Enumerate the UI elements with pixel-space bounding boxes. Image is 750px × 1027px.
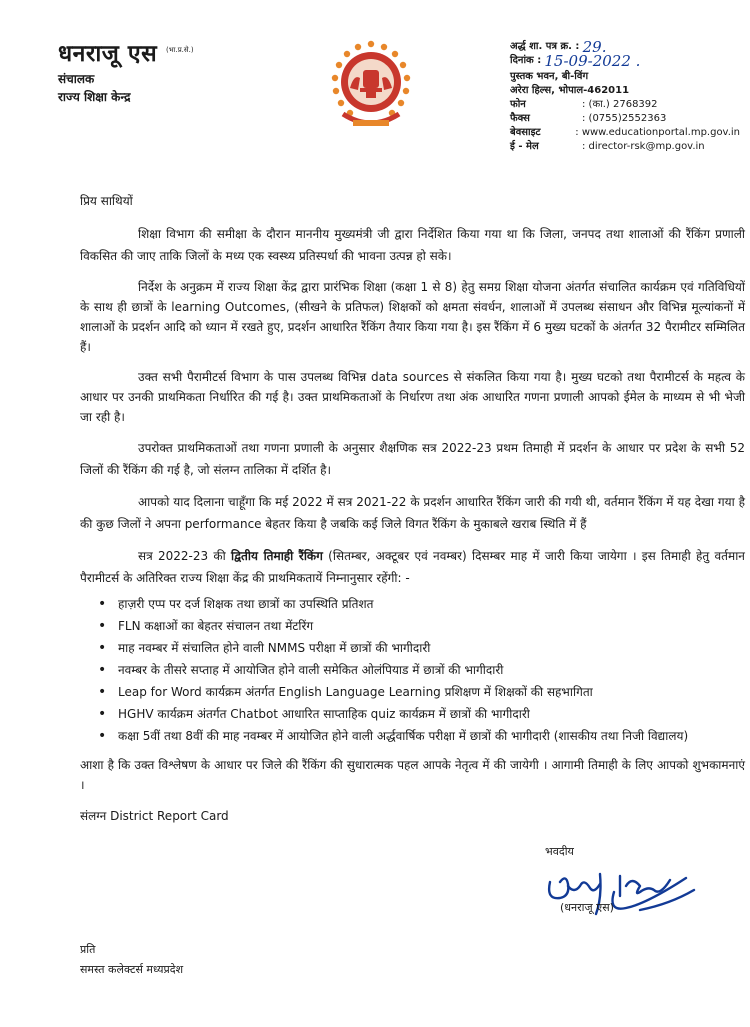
paragraph-5: आपको याद दिलाना चाहूँगा कि मई 2022 में सत्र 2021-22 के प्रदर्शन आधारित रैंकिंग जारी की गयी थी, वर्तमान रैंकिंग में यह देखा गया है की कुछ जिलों ने अपना performance बेहतर किया है जबकि कई जिले विगत रैंकिंग के मुकाबले खराब स्थिति में हैं — [80, 495, 745, 531]
website-link[interactable]: : www.educationportal.mp.gov.in — [575, 127, 740, 138]
paragraph-4: उपरोक्त प्राथमिकताओं तथा गणना प्रणाली के अनुसार शैक्षणिक सत्र 2022-23 प्रथम तिमाही में प्रदर्शन के आधार पर प्रदेश के सभी 52 जिलों की रैंकिंग की गई है, जो संलग्न तालिका में दर्शित है। — [80, 441, 745, 477]
paragraph-6 — [80, 545, 745, 589]
email-link[interactable]: : director-rsk@mp.gov.in — [582, 141, 705, 152]
list-item: • माह नवम्बर में संचालित होने वाली NMMS परीक्षा में छात्रों की भागीदारी — [118, 637, 745, 659]
letter-number-label: अर्द्ध शा. पत्र क्र. : — [510, 41, 580, 52]
phone-label: फोन — [510, 99, 526, 110]
paragraph-3: उक्त सभी पैरामीटर्स विभाग के पास उपलब्ध विभिन्न data sources से संकलित किया गया है। मुख्य घटको तथा पैरामीटर्स के महत्व के आधार पर उनकी प्राथमिकता निर्धारित की गई है। उक्त प्राथमिकताओं के निर्धारण तथा अंक आधारित गणना प्रणाली आपको ईमेल के माध्यम से भी भेजी जा रही है। — [80, 370, 745, 424]
salutation: प्रिय साथियों — [80, 194, 133, 208]
paragraph-1: शिक्षा विभाग की समीक्षा के दौरान माननीय मुख्यमंत्री जी द्वारा निर्देशित किया गया था कि जिला, जनपद तथा शालाओं की रैंकिंग प्रणाली विकसित की जाए ताकि जिलों के मध्य एक स्वस्थ्य प्रतिस्पर्धा की भावना उत्पन्न हो सके। — [80, 227, 745, 263]
signatory-name: (धनराजू एस) — [560, 901, 614, 914]
valediction: भवदीय — [545, 845, 574, 858]
letter-number-value: 29. — [582, 38, 607, 56]
list-item: • FLN कक्षाओं का बेहतर संचालन तथा मेंटरिंग — [118, 615, 745, 637]
list-item: • कक्षा 5वीं तथा 8वीं की माह नवम्बर में आयोजित होने वाली अर्द्धवार्षिक परीक्षा में छात्रों की भागीदारी (शासकीय तथा निजी विद्यालय) — [118, 725, 745, 747]
letter-body — [80, 192, 745, 824]
date-label: दिनांक : — [510, 55, 542, 66]
list-item: • Leap for Word कार्यक्रम अंतर्गत English Language Learning प्रशिक्षण में शिक्षकों की सहभागिता — [118, 681, 745, 703]
second-quarter-ranking-heading: द्वितीय तिमाही रैंकिंग — [231, 549, 323, 563]
addressee-label: प्रति — [80, 943, 96, 956]
handwritten-signature-icon — [540, 852, 700, 932]
priority-list — [80, 593, 745, 747]
sender-service-abbr: (भा.प्र.से.) — [166, 46, 194, 54]
list-item: • नवम्बर के तीसरे सप्ताह में आयोजित होने वाली समेकित ओलंपियाड में छात्रों की भागीदारी — [118, 659, 745, 681]
reference-block — [510, 40, 740, 154]
sender-name: धनराजू एस — [58, 41, 158, 67]
closing-paragraph: आशा है कि उक्त विश्लेषण के आधार पर जिले की रैंकिंग की सुधारात्मक पहल आपके नेतृत्व में की जायेगी । आगामी तिमाही के लिए आपको शुभकामनाएं । — [80, 758, 745, 792]
sender-post: संचालक — [58, 72, 95, 86]
website-label: बेवसाइट — [510, 127, 541, 138]
list-item: • HGHV कार्यक्रम अंतर्गत Chatbot आधारित साप्ताहिक quiz कार्यक्रम में छात्रों की भागीदारी — [118, 703, 745, 725]
list-item: • हाज़री एप्प पर दर्ज शिक्षक तथा छात्रों का उपस्थिति प्रतिशत — [118, 593, 745, 615]
addressee-recipient: समस्त कलेक्टर्स मध्यप्रदेश — [80, 963, 184, 976]
enclosure-note: संलग्न District Report Card — [80, 809, 229, 823]
fax-value: : (0755)2552363 — [582, 113, 667, 124]
address-line-1: पुस्तक भवन, बी-विंग — [510, 71, 589, 82]
paragraph-6-intro: सत्र 2022-23 की — [138, 549, 232, 563]
paragraph-2: निर्देश के अनुक्रम में राज्य शिक्षा केंद्र द्वारा प्रारंभिक शिक्षा (कक्षा 1 से 8) हेतु समग्र शिक्षा योजना अंतर्गत संचालित कार्यक्रम एवं गतिविधियों के साथ ही छात्रों के learning Outcomes, (सीखने के प्रतिफल) शिक्षकों को क्षमता संवर्धन, शालाओं में उपलब्ध संसाधन और विभिन्न मूल्यांकनों में शालाओं के प्रदर्शन आदि को ध्यान में रखते हुए, प्रदर्शन आधारित रैंकिंग तैयार किया गया है। इस रैंकिंग में 6 मुख्य घटकों के अंतर्गत 32 पैरामीटर सम्मिलित हैं। — [80, 280, 745, 354]
sender-organisation: राज्य शिक्षा केन्द्र — [58, 90, 131, 104]
paragraph-6-rest: (सितम्बर, अक्टूबर एवं नवम्बर) दिसम्बर माह में जारी किया जायेगा । इस तिमाही हेतु वर्तमान पैरामीटर्स के अतिरिक्त राज्य शिक्षा केंद्र की प्राथमिकतायें निम्नानुसार रहेंगी: - — [80, 549, 745, 585]
address-line-2: अरेरा हिल्स, भोपाल-462011 — [510, 85, 630, 96]
phone-value: : (का.) 2768392 — [582, 99, 658, 110]
date-value: 15-09-2022 . — [544, 52, 641, 70]
mp-government-emblem-icon — [328, 40, 414, 130]
email-label: ई - मेल — [510, 141, 539, 152]
fax-label: फैक्स — [510, 113, 530, 124]
